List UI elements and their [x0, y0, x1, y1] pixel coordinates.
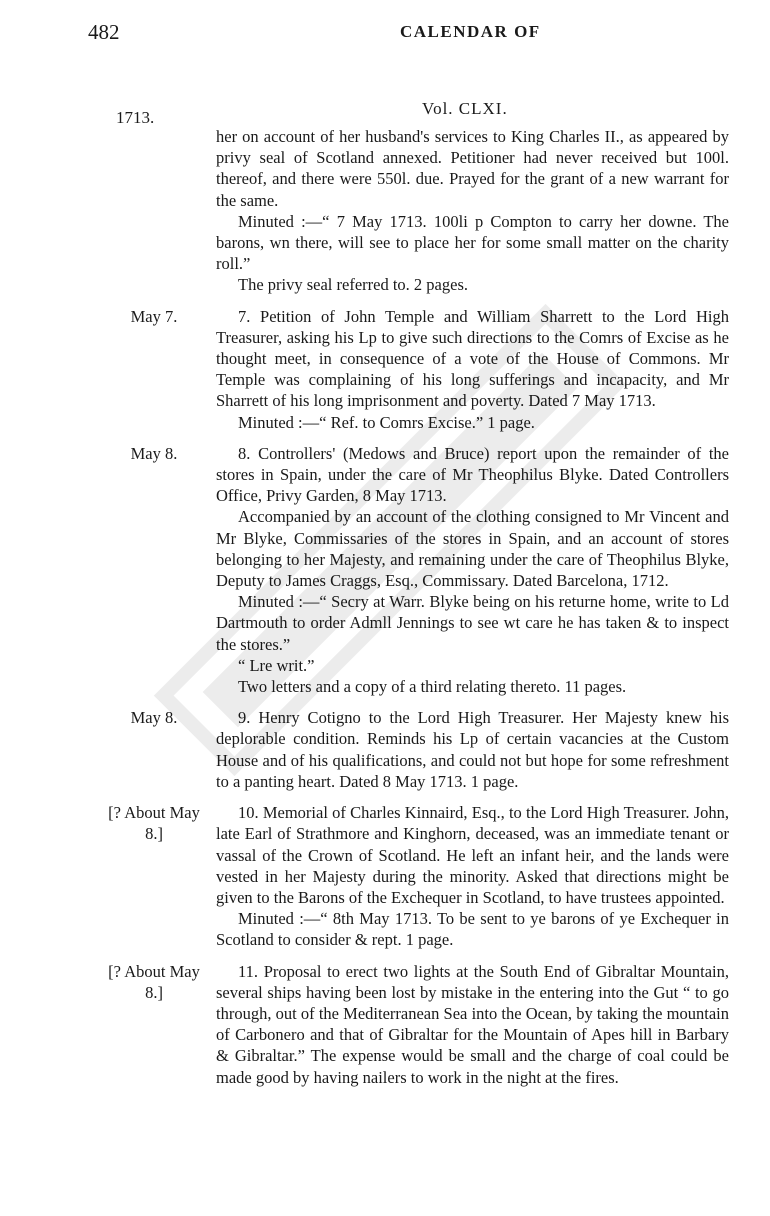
- entry-date: [? About May 8.]: [108, 961, 200, 1002]
- calendar-entry: [104, 306, 729, 433]
- entry-body: [216, 802, 729, 950]
- entry-paragraph: Accompanied by an account of the clothing consigned to Mr Vincent and Mr Blyke, Commissaries of the stores in Spain, and an account of stores belonging to her Majesty, and remaining under the care of Theophilus Blyke, Deputy to James Craggs, Esq., Commissary. Dated Barcelona, 1712.: [216, 507, 729, 591]
- calendar-entry: [104, 443, 729, 697]
- entry-paragraph: 11. Proposal to erect two lights at the South End of Gibraltar Mountain, several ships having been lost by mistake in the entering into the Gut “ to go through, out of the Mediterranean Sea into the Ocean, by taking the mountain of Carbonero and that of Gibraltar for the Mountain of Apes hill in Barbary & Gibraltar.” The expense would be small and the charge of coal could be made good by having nailers to work in the night at the fires.: [216, 961, 729, 1087]
- entry-paragraph: 8. Controllers' (Medows and Bruce) report upon the remainder of the stores in Spain, under the care of Mr Theophilus Blyke. Dated Controllers Office, Privy Garden, 8 May 1713.: [216, 443, 729, 506]
- entry-paragraph: Minuted :—“ 7 May 1713. 100li p Compton to carry her downe. The barons, wn there, will see to place her for some small matter on the charity roll.”: [216, 211, 729, 274]
- calendar-entry: [104, 802, 729, 950]
- spacer: [104, 296, 729, 306]
- entry-date: May 7.: [130, 306, 178, 326]
- entry-paragraph: her on account of her husband's services to King Charles II., as appeared by privy seal of Scotland annexed. Petitioner had never received but 100l. thereof, and there were 550l. due. Prayed for the grant of a new warrant for the same.: [216, 127, 729, 210]
- year-marker: 1713.: [116, 108, 155, 127]
- entry-paragraph: Minuted :—“ 8th May 1713. To be sent to ye barons of ye Exchequer in Scotland to consider & rept. 1 page.: [216, 909, 729, 950]
- entry-paragraph: 7. Petition of John Temple and William Sharrett to the Lord High Treasurer, asking his Lp to give such directions to the Comrs of Excise as he thought meet, in consequence of a vote of the House of Commons. Mr Temple was complaining of his long sufferings and incapacity, and Mr Sharrett of his long imprisonment and poverty. Dated 7 May 1713.: [216, 306, 729, 411]
- spacer: [104, 433, 729, 443]
- entry-paragraph: 9. Henry Cotigno to the Lord High Treasurer. Her Majesty knew his deplorable condition. Reminds his Lp of certain vacancies at the Custom House and of his qualifications, and could not but hope for some refreshment to a panting heart. Dated 8 May 1713. 1 page.: [216, 708, 729, 791]
- entry-paragraph: Two letters and a copy of a third relating thereto. 11 pages.: [238, 677, 627, 697]
- entry-date: [? About May 8.]: [108, 803, 200, 844]
- entry-paragraph: The privy seal referred to. 2 pages.: [238, 275, 468, 295]
- calendar-entries: [104, 126, 729, 1088]
- entry-paragraph: 10. Memorial of Charles Kinnaird, Esq., to the Lord High Treasurer. John, late Earl of Strathmore and Kinghorn, deceased, was an immediate tenant or vassal of the Crown of Scotland. He left an infant heir, and the lands were vested in her Majesty during the minority. Asked that directions might be given to the Barons of the Exchequer in Scotland, to have trustees appointed.: [216, 803, 729, 907]
- entry-paragraph: Minuted :—“ Secry at Warr. Blyke being on his returne home, write to Ld Dartmouth to order Admll Jennings to see wt care he has taken & to inspect the stores.”: [216, 592, 729, 654]
- entry-body: [216, 443, 729, 697]
- page-header: [88, 20, 728, 50]
- volume-heading: Vol. CLXI.: [422, 99, 508, 118]
- entry-body: [216, 707, 729, 792]
- entry-date: May 8.: [130, 708, 178, 728]
- entry-paragraph: Minuted :—“ Ref. to Comrs Excise.” 1 page.: [238, 412, 535, 432]
- spacer: [104, 792, 729, 802]
- spacer: [104, 951, 729, 961]
- calendar-entry: [104, 126, 729, 296]
- spacer: [104, 697, 729, 707]
- calendar-entry: [104, 707, 729, 792]
- entry-date: May 8.: [130, 443, 178, 463]
- page-number: 482: [88, 20, 120, 44]
- entry-paragraph: “ Lre writ.”: [238, 655, 315, 675]
- running-title: CALENDAR OF: [400, 22, 541, 41]
- calendar-entry: [104, 961, 729, 1088]
- entry-body: [216, 961, 729, 1088]
- entry-body: [216, 306, 729, 433]
- entry-body: [216, 126, 729, 296]
